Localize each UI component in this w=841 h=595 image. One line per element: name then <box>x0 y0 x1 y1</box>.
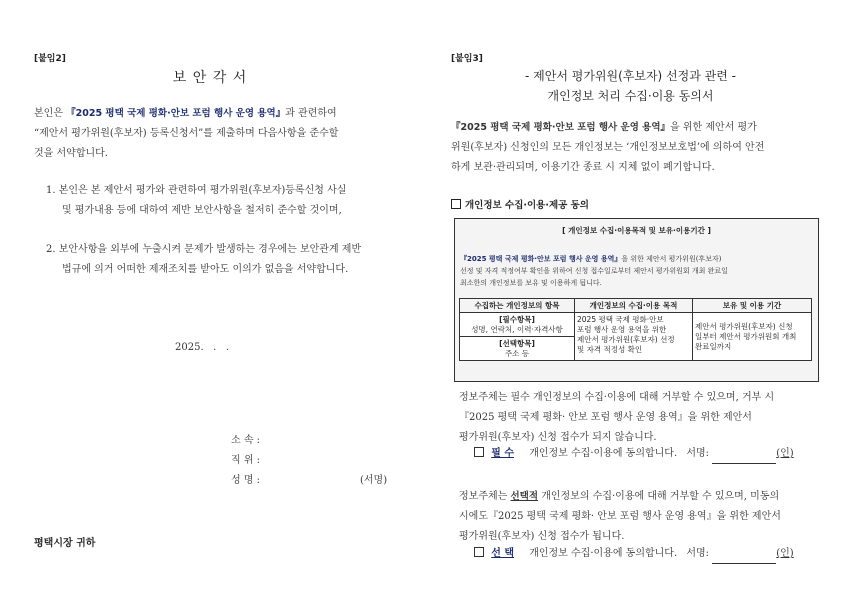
optional-seal: (인) <box>776 548 794 559</box>
info-box-desc-line3: 최소한의 개인정보를 보유 및 이용하게 됩니다. <box>460 279 602 287</box>
optional-consent-paragraph <box>459 487 819 547</box>
info-box-project-name: 『2025 평택 국제 평화·안보 포럼 행사 운영 용역』 <box>460 255 622 263</box>
optional-consent-tag: 선 택 <box>491 548 514 559</box>
consent-info-box <box>454 218 819 382</box>
optional-items-text: 주소 등 <box>504 348 530 358</box>
required-consent-row <box>474 444 819 464</box>
intro-prefix: 본인은 <box>34 108 67 119</box>
optional-para-line3: 평가위원(후보자) 신청 접수가 됩니다. <box>459 531 625 542</box>
position-label: 직 위 : <box>231 455 261 466</box>
page-title-right-line1: - 제안서 평가위원(후보자) 선정과 관련 - <box>525 69 736 83</box>
optional-consent-row <box>474 544 819 564</box>
required-signature-label: 서명: <box>686 448 710 459</box>
pledge-item-1 <box>46 181 406 221</box>
pledge-item-2-line2: 법규에 의거 어떠한 제재조치를 받아도 이의가 없음을 서약합니다. <box>62 264 349 275</box>
page-title-left: 보 안 각 서 <box>172 70 248 86</box>
optional-para-rest: 개인정보의 수집·이용에 대해 거부할 수 있으며, 미동의 <box>538 491 780 502</box>
period-line1: 제안서 평가위원(후보자) 신청 <box>695 321 793 331</box>
required-signature-field[interactable] <box>712 452 776 464</box>
optional-signature-field[interactable] <box>712 552 776 564</box>
purpose-line2: 포럼 행사 운영 용역을 위한 <box>577 325 667 334</box>
col-header-period: 보유 및 이용 기간 <box>693 299 812 313</box>
required-seal: (인) <box>776 448 794 459</box>
required-para-line3: 평가위원(후보자) 신청 접수가 되지 않습니다. <box>459 432 657 443</box>
consent-intro-suffix: 을 위한 제안서 평가 <box>670 122 757 133</box>
required-items-cell <box>460 313 575 337</box>
info-box-desc-line2: 선정 및 자격 적정여부 확인을 위하여 신청 접수일로부터 제안서 평가위원회 개최 완료일 <box>460 267 728 275</box>
optional-items-label: [선택항목] <box>499 338 535 348</box>
pledge-intro-line1 <box>34 104 404 124</box>
consent-project-name: 『2025 평택 국제 평화·안보 포럼 행사 운영 용역』 <box>451 122 671 133</box>
pledge-item-1-line2: 및 평가내용 등에 대하여 제반 보안사항을 철저히 준수할 것이며, <box>62 205 342 216</box>
required-consent-checkbox[interactable] <box>474 447 484 457</box>
pledge-intro <box>34 104 404 164</box>
section-title-text: 개인정보 수집·이용·제공 동의 <box>465 200 589 211</box>
required-consent-tag: 필 수 <box>491 448 514 459</box>
pledge-intro-line3: 것을 서약합니다. <box>34 148 108 159</box>
name-label: 성 명 : <box>231 475 261 486</box>
optional-para-line2: 시에도『2025 평택 국제 평화· 안보 포럼 행사 운영 용역』을 위한 제안서 <box>459 511 781 522</box>
pledge-item-2-line1: 2. 보안사항을 외부에 누출시켜 문제가 발생하는 경우에는 보안관계 제반 <box>46 244 362 255</box>
consent-intro-line2: 위원(후보자) 신청인의 모든 개인정보는 ‘개인정보보호법’에 의하여 안전 <box>451 142 765 153</box>
intro-suffix: 과 관련하여 <box>285 108 337 119</box>
consent-intro <box>451 118 821 178</box>
attachment-tag-right: [붙임3] <box>451 54 483 64</box>
optional-items-cell <box>460 337 575 361</box>
square-bullet-icon <box>451 199 461 209</box>
signature-note: (서명) <box>360 475 388 486</box>
required-consent-text: 개인정보 수집·이용에 동의합니다. <box>529 448 678 459</box>
optional-signature-label: 서명: <box>686 548 710 559</box>
period-line3: 완료일까지 <box>695 341 732 351</box>
required-para-line2: 『2025 평택 국제 평화· 안보 포럼 행사 운영 용역』을 위한 제안서 <box>459 412 752 423</box>
optional-consent-text: 개인정보 수집·이용에 동의합니다. <box>529 548 678 559</box>
optional-para-line1 <box>459 487 819 507</box>
purpose-line3: 제안서 평가위원(후보자) 선정 <box>577 335 675 344</box>
pledge-intro-line2: “제안서 평가위원(후보자) 등록신청서”를 제출하며 다음사항을 준수할 <box>34 128 339 139</box>
project-name: 『2025 평택 국제 평화·안보 포럼 행사 운영 용역』 <box>66 108 286 119</box>
purpose-cell <box>575 313 693 361</box>
consent-intro-line1 <box>451 118 821 138</box>
pledge-item-1-line1: 1. 본인은 본 제안서 평가와 관련하여 평가위원(후보자)등록신청 사실 <box>46 185 347 196</box>
attachment-tag-left: [붙임2] <box>34 54 66 64</box>
optional-para-prefix: 정보주체는 <box>459 491 511 502</box>
optional-consent-checkbox[interactable] <box>474 547 484 557</box>
info-box-header: [ 개인정보 수집·이용목적 및 보유·이용기간 ] <box>562 226 711 235</box>
affiliation-label: 소 속 : <box>231 435 261 446</box>
recipient: 평택시장 귀하 <box>34 538 96 549</box>
page-title-right-line2: 개인정보 처리 수집·이용 동의서 <box>547 89 714 103</box>
col-header-purpose: 개인정보의 수집·이용 목적 <box>575 299 693 313</box>
consent-table <box>459 298 812 361</box>
pledge-item-2 <box>46 240 406 280</box>
section-title <box>451 197 589 211</box>
period-cell <box>693 313 812 361</box>
required-items-label: [필수항목] <box>499 314 535 324</box>
required-consent-paragraph <box>459 388 819 448</box>
required-items-text: 성명, 연락처, 이력·자격사항 <box>471 324 563 334</box>
period-line2: 일부터 제안서 평가위원회 개최 <box>695 331 797 341</box>
pledge-date: 2025. . . <box>175 342 230 353</box>
required-para-line1: 정보주체는 필수 개인정보의 수집·이용에 대해 거부할 수 있으며, 거부 시 <box>459 392 775 403</box>
col-header-items: 수집하는 개인정보의 항목 <box>460 299 575 313</box>
consent-intro-line3: 하게 보관·관리되며, 이용기간 종료 시 지체 없이 폐기합니다. <box>451 162 715 173</box>
purpose-line4: 및 자격 적정성 확인 <box>577 345 643 354</box>
info-box-desc-suffix: 을 위한 제안서 평가위원(후보자) <box>621 255 722 263</box>
optional-para-tag: 선택적 <box>510 491 539 502</box>
purpose-line1: 2025 평택 국제 평화·안보 <box>577 315 664 324</box>
info-box-description <box>460 253 815 289</box>
